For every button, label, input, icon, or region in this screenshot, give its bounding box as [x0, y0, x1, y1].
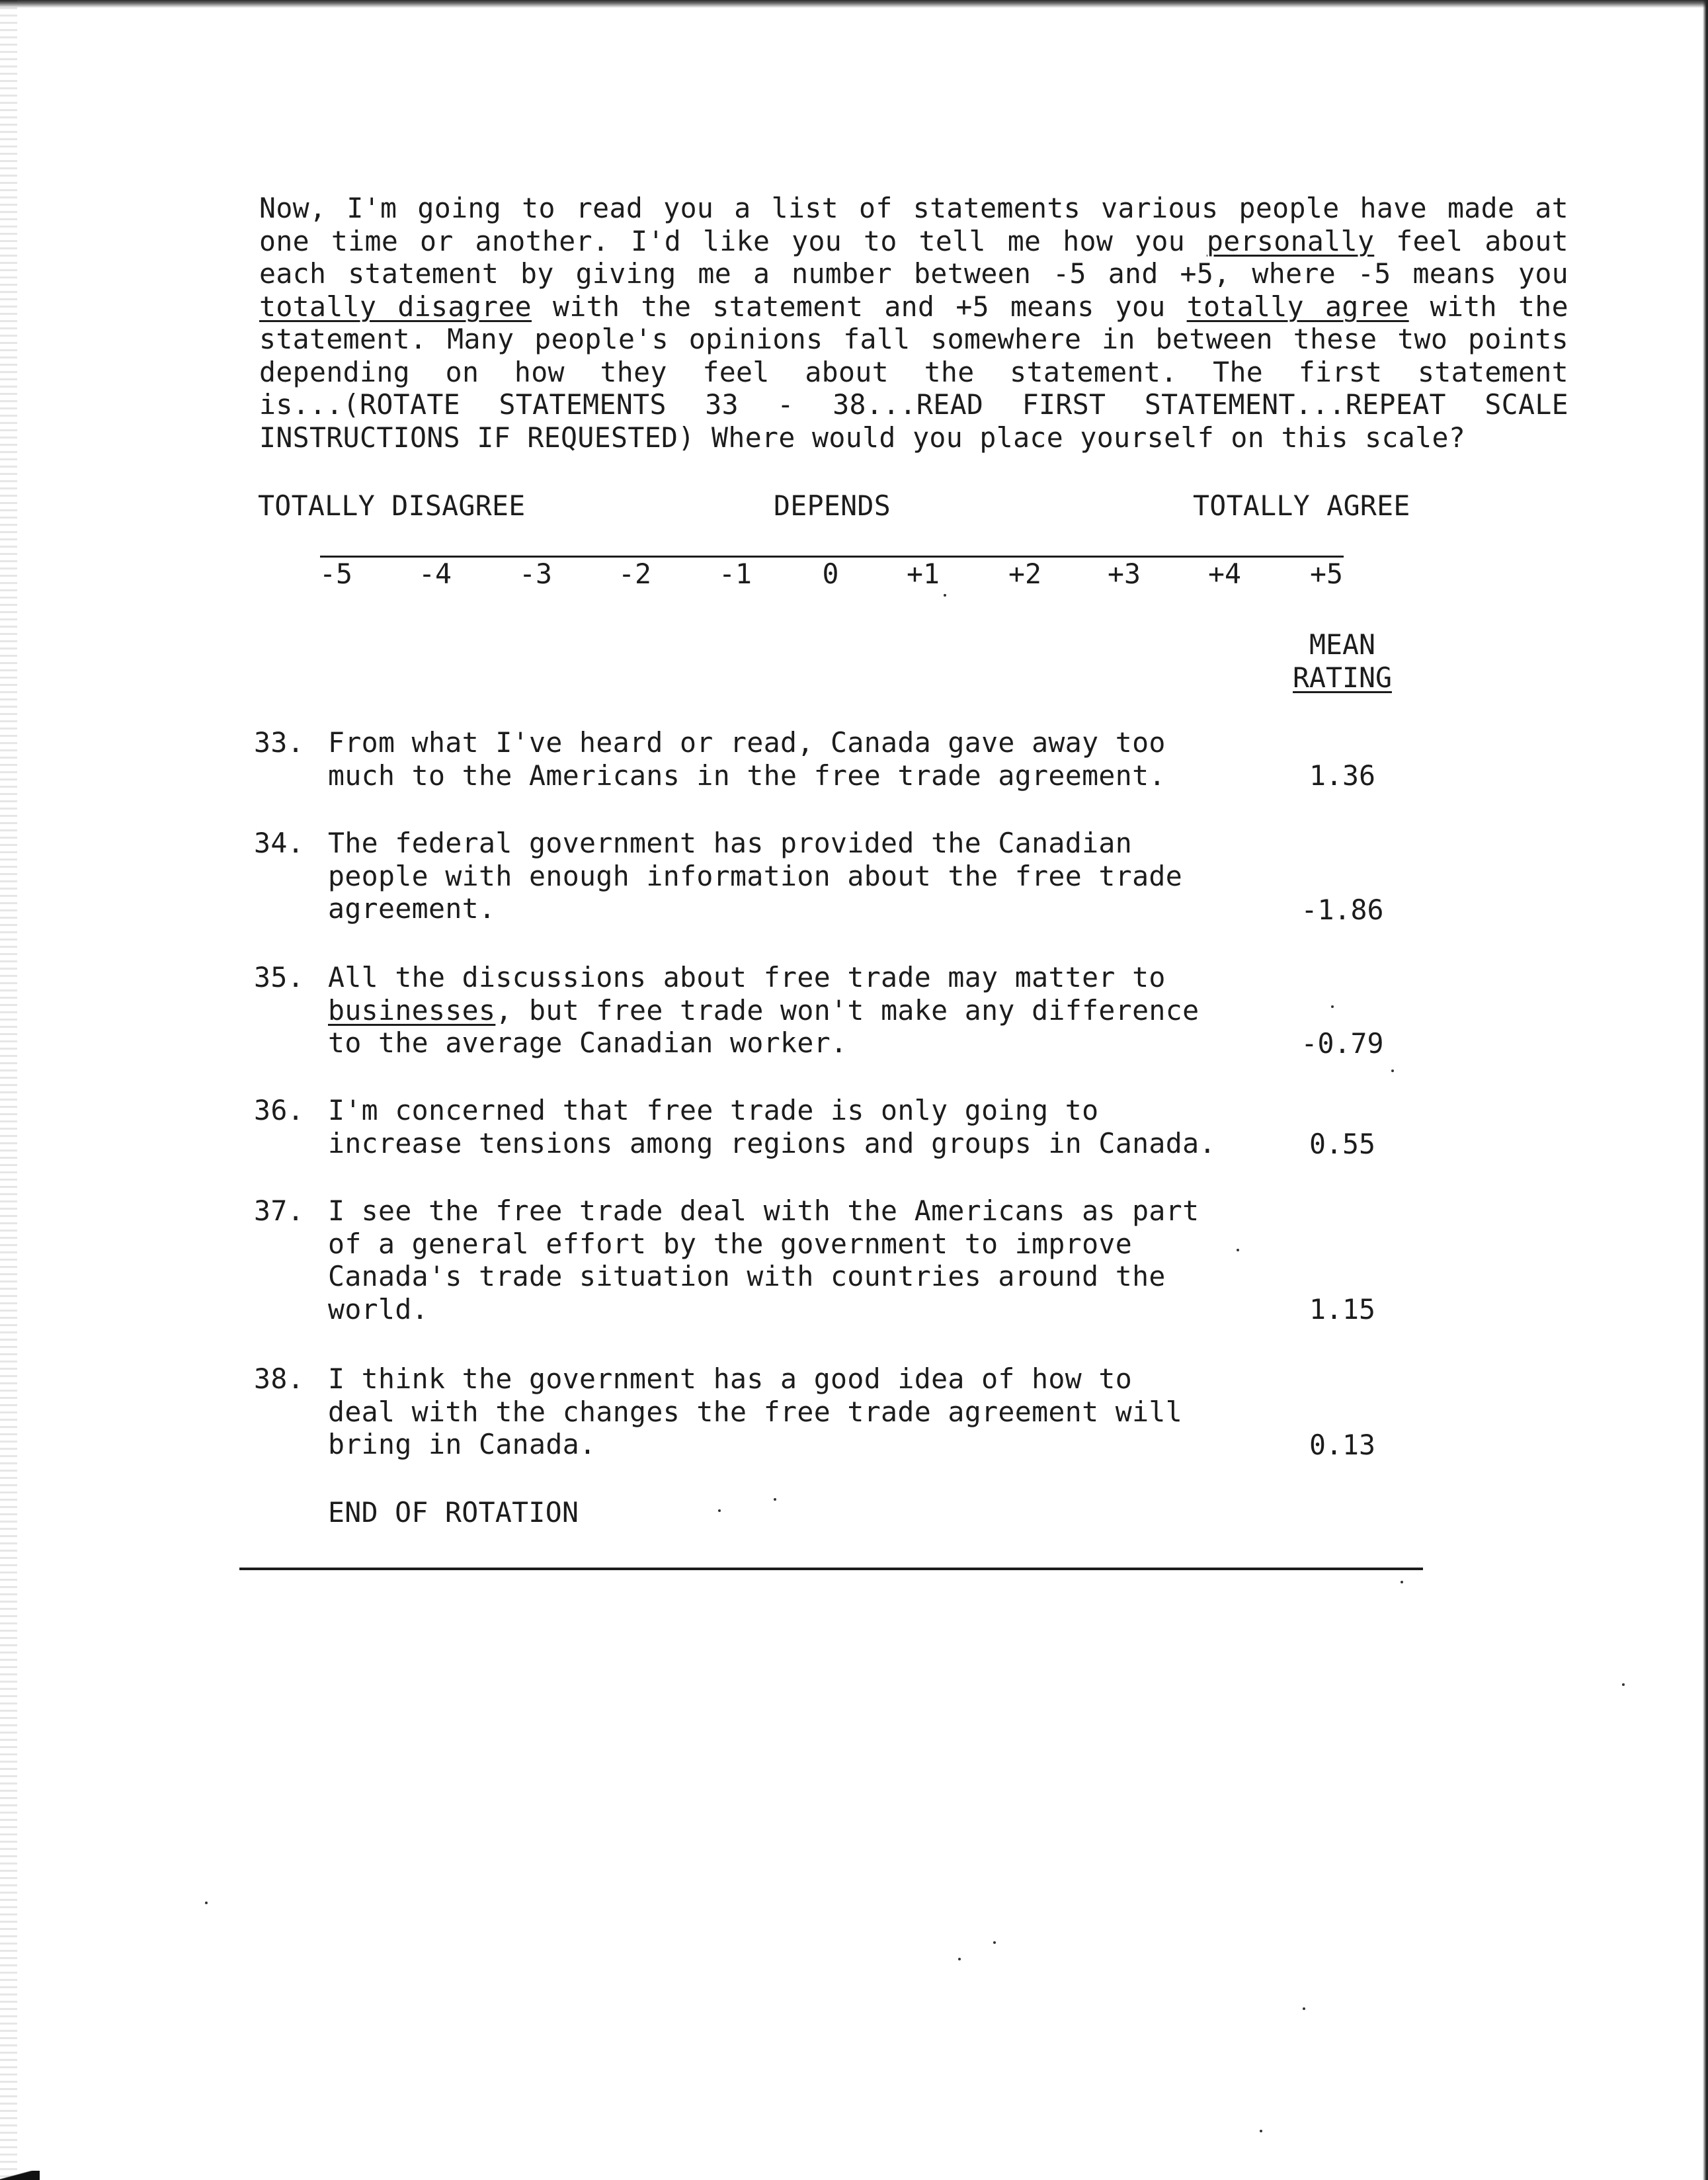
scale-tick-label: +4: [1208, 558, 1241, 590]
scan-speck: [718, 1509, 721, 1512]
scale-tick-label: +1: [907, 558, 940, 590]
statement-number: 38.: [254, 1362, 305, 1395]
mean-rating-header-line2: RATING: [1293, 661, 1392, 694]
statement-text: [328, 1094, 1216, 1159]
statement-text: All the discussions about free trade may matter to: [328, 961, 1166, 993]
statement-text: [328, 1195, 1199, 1325]
mean-rating-value: 1.36: [1309, 759, 1375, 792]
scan-speck: [1401, 1581, 1403, 1583]
mean-rating-value: -1.86: [1301, 894, 1384, 926]
statement-line: [328, 1362, 1182, 1396]
statement-text: deal with the changes the free trade agreement will: [328, 1395, 1183, 1428]
intro-text: each statement by giving me a number between -5 and +5, where -5 means you: [259, 257, 1568, 290]
statement-line: [328, 726, 1166, 759]
statement-text: much to the Americans in the free trade agreement.: [328, 759, 1166, 792]
statement-line: [328, 1396, 1182, 1429]
statement-text: of a general effort by the government to improve: [328, 1227, 1133, 1260]
statement-line: [328, 994, 1199, 1027]
intro-text: INSTRUCTIONS IF REQUESTED) Where would you place yourself on this scale?: [259, 421, 1466, 454]
intro-line: [259, 290, 1568, 323]
intro-line: [259, 388, 1568, 421]
scale-tick-label: -3: [519, 558, 552, 590]
scale-tick-label: -1: [719, 558, 752, 590]
statement-text: I see the free trade deal with the Americans as part: [328, 1195, 1200, 1227]
bottom-rule: [239, 1568, 1423, 1570]
scan-speck: [205, 1902, 208, 1904]
statement-text: Canada's trade situation with countries around the: [328, 1260, 1166, 1292]
mean-rating-header-line1: MEAN: [1309, 628, 1375, 661]
statement-line: [328, 892, 1182, 925]
statement-line: [328, 1260, 1199, 1293]
scale-tick-label: -2: [618, 558, 651, 590]
scan-speck: [1303, 2007, 1305, 2010]
statement-text: I think the government has a good idea of how to: [328, 1362, 1133, 1395]
intro-line: [259, 225, 1568, 258]
intro-text: statement. Many people's opinions fall somewhere in between these two points: [259, 323, 1568, 355]
statement-underlined: businesses: [328, 993, 496, 1027]
scan-speck: [1391, 1069, 1394, 1072]
statement-line: [328, 1428, 1182, 1461]
intro-text: with the: [1408, 290, 1568, 323]
scan-speck: [944, 594, 946, 597]
mean-rating-value: 0.55: [1309, 1128, 1375, 1160]
statement-text: to the average Canadian worker.: [328, 1027, 848, 1059]
scan-edge-top: [0, 0, 1708, 8]
scale-tick-label: -5: [319, 558, 352, 590]
mean-rating-value: 0.13: [1309, 1429, 1375, 1461]
scale-label-totally-disagree: TOTALLY DISAGREE: [258, 489, 526, 522]
scale-tick-label: +3: [1108, 558, 1141, 590]
intro-text: feel about: [1374, 224, 1568, 257]
statement-line: [328, 961, 1199, 994]
scan-speck: [1237, 1249, 1239, 1251]
statement-text: From what I've heard or read, Canada gave away too: [328, 726, 1166, 759]
statement-text: people with enough information about the free trade: [328, 859, 1183, 892]
statement-text: world.: [328, 1292, 429, 1325]
statement-text: [328, 1362, 1182, 1461]
scan-speck: [1622, 1683, 1625, 1686]
scale-label-totally-agree: TOTALLY AGREE: [1193, 489, 1410, 522]
statement-text: agreement.: [328, 892, 496, 925]
statement-text: , but free trade won't make any difference: [495, 993, 1200, 1027]
intro-text: with the statement and +5 means you: [532, 290, 1187, 323]
intro-line: [259, 323, 1568, 356]
scale-tick-label: 0: [822, 558, 839, 590]
scan-corner-mark: [0, 2171, 40, 2180]
scan-speck: [1260, 2130, 1262, 2132]
statement-text: [328, 726, 1166, 792]
statement-line: [328, 759, 1166, 792]
statement-number: 37.: [254, 1195, 305, 1227]
scan-edge-right: [1703, 0, 1708, 2180]
scan-edge-left: [0, 0, 17, 2180]
mean-rating-value: -0.79: [1301, 1027, 1384, 1060]
scale-tick-label: +5: [1310, 558, 1343, 590]
intro-underlined: personally: [1206, 224, 1375, 257]
statement-number: 35.: [254, 961, 305, 993]
intro-paragraph: [259, 192, 1568, 454]
intro-line: [259, 421, 1568, 454]
intro-line: [259, 356, 1568, 389]
scan-speck: [993, 1941, 996, 1944]
scale-tick-label: -4: [419, 558, 452, 590]
statement-text: increase tensions among regions and groups in Canada.: [328, 1126, 1216, 1159]
scan-speck: [958, 1958, 961, 1960]
intro-underlined: totally disagree: [259, 290, 532, 323]
intro-text: Now, I'm going to read you a list of statements various people have made at: [259, 192, 1568, 224]
statement-text: [328, 961, 1199, 1060]
statement-text: [328, 827, 1182, 925]
statement-line: [328, 827, 1182, 860]
scan-speck: [774, 1498, 776, 1501]
statement-text: bring in Canada.: [328, 1428, 596, 1460]
intro-text: is...(ROTATE STATEMENTS 33 - 38...READ FIRST STATEMENT...REPEAT SCALE: [259, 388, 1568, 421]
statement-text: The federal government has provided the Canadian: [328, 827, 1133, 859]
scale-label-depends: DEPENDS: [774, 489, 891, 522]
statement-text: I'm concerned that free trade is only going to: [328, 1094, 1099, 1126]
statement-line: [328, 860, 1182, 893]
end-of-rotation: END OF ROTATION: [328, 1496, 579, 1529]
statement-line: [328, 1027, 1199, 1060]
statement-line: [328, 1094, 1216, 1127]
statement-line: [328, 1127, 1216, 1160]
statement-line: [328, 1293, 1199, 1326]
intro-line: [259, 257, 1568, 290]
statement-line: [328, 1195, 1199, 1228]
statement-number: 36.: [254, 1094, 305, 1126]
mean-rating-header: [1283, 628, 1402, 694]
scan-speck: [1331, 1005, 1334, 1008]
intro-underlined: totally agree: [1186, 290, 1409, 323]
intro-text: depending on how they feel about the statement. The first statement: [259, 355, 1568, 388]
statement-number: 33.: [254, 726, 305, 759]
scale-tick-label: +2: [1008, 558, 1041, 590]
mean-rating-value: 1.15: [1309, 1293, 1375, 1325]
statement-line: [328, 1228, 1199, 1261]
statement-number: 34.: [254, 827, 305, 859]
intro-text: one time or another. I'd like you to tell me how you: [259, 224, 1207, 257]
intro-line: [259, 192, 1568, 225]
